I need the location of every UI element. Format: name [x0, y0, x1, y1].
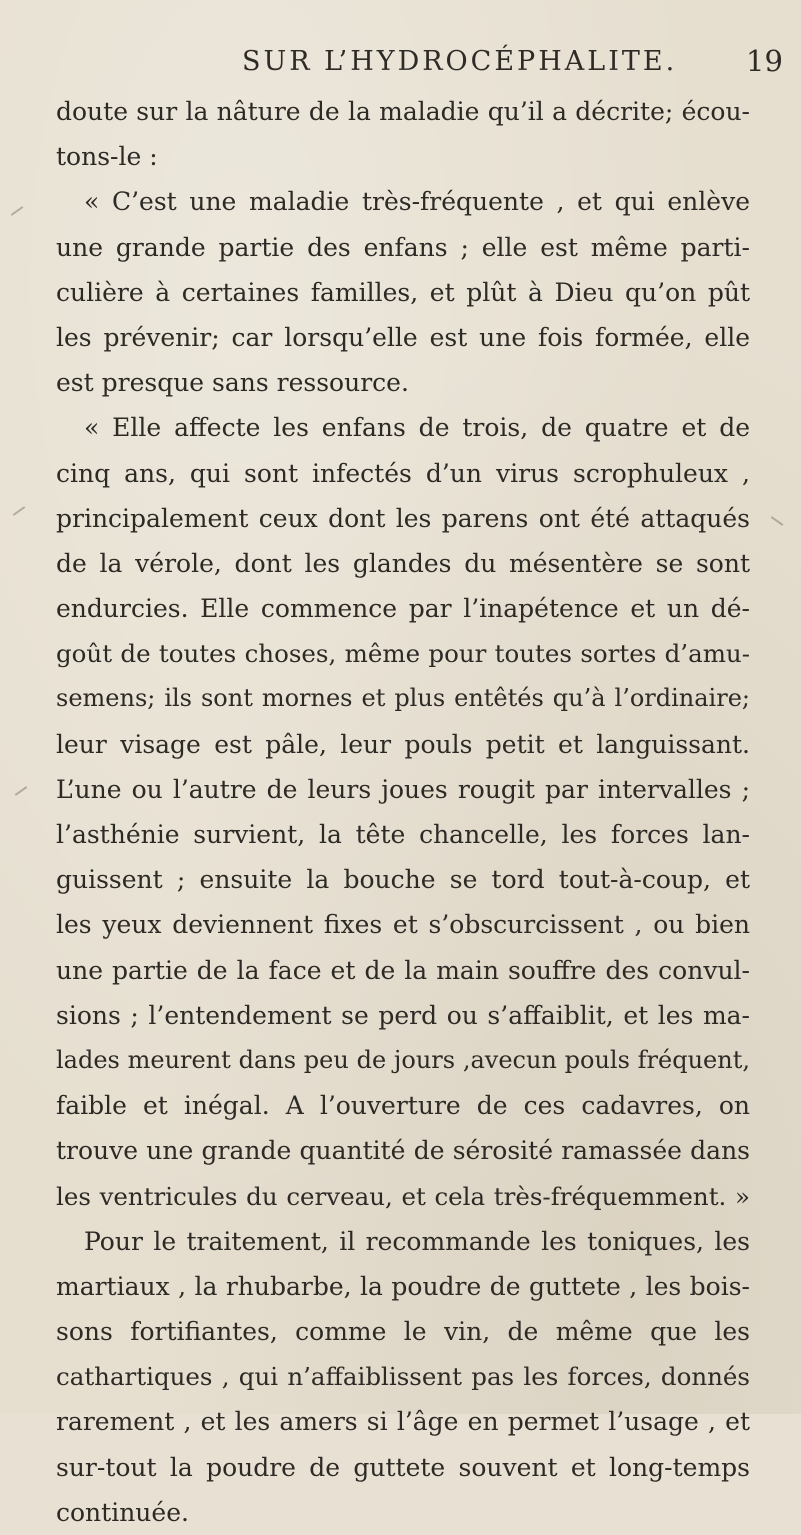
- text-line: de la vérole, dont les glandes du mésentère se sont: [56, 548, 750, 578]
- text-line: les yeux deviennent fixes et s’obscurcissent , ou bien: [56, 910, 750, 940]
- text-line: une partie de la face et de la main souffre des convul-: [56, 955, 750, 985]
- text-line: les ventricules du cerveau, et cela très-fréquemment. »: [56, 1181, 750, 1211]
- text-line: cinq ans, qui sont infectés d’un virus scrophuleux ,: [56, 458, 750, 488]
- text-line: continuée.: [56, 1497, 189, 1527]
- body-text: [56, 89, 750, 1535]
- margin-mark: [15, 786, 28, 796]
- margin-mark: [771, 516, 784, 526]
- text-line: Pour le traitement, il recommande les toniques, les: [84, 1226, 750, 1256]
- text-line: martiaux , la rhubarbe, la poudre de guttete , les bois-: [56, 1271, 750, 1301]
- text-line: tons-le :: [56, 142, 158, 172]
- text-line: faible et inégal. A l’ouverture de ces cadavres, on: [56, 1091, 750, 1121]
- text-line: culière à certaines familles, et plût à Dieu qu’on pût: [56, 277, 750, 307]
- page-header: [0, 46, 801, 86]
- text-line: l’asthénie survient, la tête chancelle, les forces lan-: [56, 820, 750, 849]
- text-line: sons fortifiantes, comme le vin, de même que les: [56, 1317, 750, 1347]
- text-line: sions ; l’entendement se perd ou s’affaiblit, et les ma-: [56, 1000, 750, 1030]
- text-line: les prévenir; car lorsqu’elle est une fois formée, elle: [56, 322, 750, 352]
- text-line: doute sur la nâture de la maladie qu’il a décrite; écou-: [56, 97, 750, 126]
- margin-mark: [11, 206, 24, 216]
- text-line: « C’est une maladie très-fréquente , et qui enlève: [84, 187, 750, 217]
- text-line: principalement ceux dont les parens ont été attaqués: [56, 503, 750, 533]
- text-line: guissent ; ensuite la bouche se tord tout-à-coup, et: [56, 865, 750, 895]
- text-line: « Elle affecte les enfans de trois, de quatre et de: [84, 413, 750, 443]
- running-title: SUR L’HYDROCÉPHALITE.: [242, 46, 678, 77]
- text-line: leur visage est pâle, leur pouls petit et languissant.: [56, 729, 750, 759]
- text-line: est presque sans ressource.: [56, 368, 409, 398]
- text-line: cathartiques , qui n’affaiblissent pas les forces, donnés: [56, 1362, 750, 1392]
- margin-mark: [13, 506, 26, 516]
- text-line: une grande partie des enfans ; elle est même parti-: [56, 232, 750, 262]
- text-line: sur-tout la poudre de guttete souvent et long-temps: [56, 1452, 750, 1482]
- page-number: 19: [746, 44, 783, 78]
- text-line: goût de toutes choses, même pour toutes sortes d’amu-: [56, 639, 750, 669]
- text-line: trouve une grande quantité de sérosité ramassée dans: [56, 1136, 750, 1166]
- text-line: rarement , et les amers si l’âge en permet l’usage , et: [56, 1407, 750, 1437]
- text-line: semens; ils sont mornes et plus entêtés qu’à l’ordinaire;: [56, 684, 750, 713]
- text-line: lades meurent dans peu de jours ,avecun pouls fréquent,: [56, 1045, 750, 1074]
- text-line: L’une ou l’autre de leurs joues rougit par intervalles ;: [56, 774, 750, 804]
- text-line: endurcies. Elle commence par l’inapétence et un dé-: [56, 594, 750, 624]
